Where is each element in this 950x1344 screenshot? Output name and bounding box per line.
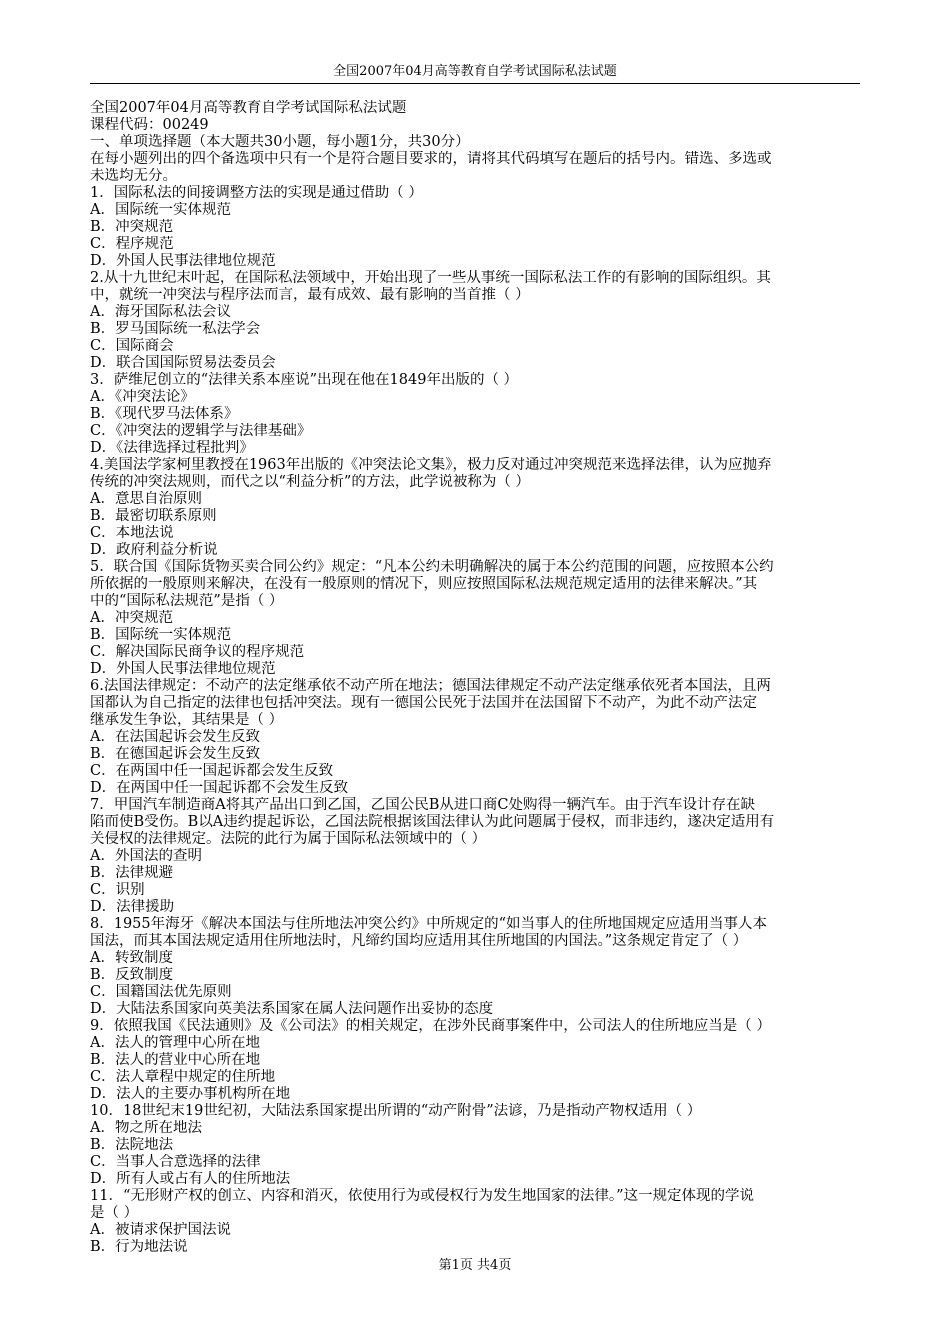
text-line: B．冲突规范 [90,219,174,235]
text-line: C．法人章程中规定的住所地 [90,1069,276,1085]
text-line: C．解决国际民商争议的程序规范 [90,644,305,660]
text-line: 未选均无分。 [90,168,177,184]
text-line: C．当事人合意选择的法律 [90,1154,261,1170]
text-line: A．转致制度 [90,950,173,966]
text-line: B．《现代罗马法体系》 [90,406,239,422]
text-line: D．所有人或占有人的住所地法 [90,1171,291,1187]
text-line: D．法律援助 [90,899,175,915]
text-line: 8．1955年海牙《解决本国法与住所地法冲突公约》中所规定的“如当事人的住所地国规定应适用当事人本 [90,916,768,932]
text-line: 5．联合国《国际货物买卖合同公约》规定：“凡本公约未明确解决的属于本公约范围的问题，应按照本公约 [90,559,774,575]
header-divider [90,83,860,84]
text-line: A．《冲突法论》 [90,389,195,405]
text-line: D．大陆法系国家向英美法系国家在属人法问题作出妥协的态度 [90,1001,494,1017]
text-line: C．在两国中任一国起诉都会发生反致 [90,763,334,779]
text-line: 7．甲国汽车制造商A将其产品出口到乙国，乙国公民B从进口商C处购得一辆汽车。由于汽车设计存在缺 [90,797,755,813]
text-line: 是（ ） [90,1205,139,1221]
page-footer: 第1页 共4页 [438,1258,512,1273]
text-line: 中，就统一冲突法与程序法而言，最有成效、最有影响的当首推（ ） [90,287,530,303]
text-line: A．意思自治原则 [90,491,202,507]
text-line: D．外国人民事法律地位规范 [90,253,276,269]
text-line: 课程代码：00249 [90,117,209,133]
text-line: B．最密切联系原则 [90,508,217,524]
text-line: B．反致制度 [90,967,174,983]
text-line: 11．“无形财产权的创立、内容和消灭，依使用行为或侵权行为发生地国家的法律。”这一规定体现的学说 [90,1188,755,1204]
text-line: D．联合国国际贸易法委员会 [90,355,276,371]
text-line: 中的“国际私法规范”是指（ ） [90,593,284,609]
text-line: B．行为地法说 [90,1239,188,1255]
text-line: B．法人的营业中心所在地 [90,1052,261,1068]
text-line: 继承发生争讼，其结果是（ ） [90,712,284,728]
text-line: C．本地法说 [90,525,174,541]
text-line: 传统的冲突法规则，而代之以“利益分析”的方法，此学说被称为（ ） [90,474,530,490]
text-line: B．罗马国际统一私法学会 [90,321,261,337]
text-line: 2.从十九世纪末叶起，在国际私法领域中，开始出现了一些从事统一国际私法工作的有影响的国际组织。其 [90,270,771,286]
text-line: B．在德国起诉会发生反致 [90,746,261,762]
text-line: 关侵权的法律规定。法院的此行为属于国际私法领域中的（ ） [90,831,487,847]
text-line: 4.美国法学家柯里教授在1963年出版的《冲突法论文集》，极力反对通过冲突规范来选择法律，认为应抛弃 [90,457,772,473]
document-body [90,100,862,1256]
text-line: C．《冲突法的逻辑学与法律基础》 [90,423,312,439]
text-line: B．国际统一实体规范 [90,627,232,643]
text-line: D．政府利益分析说 [90,542,218,558]
text-line: D．《法律选择过程批判》 [90,440,254,456]
page-header: 全国2007年04月高等教育自学考试国际私法试题 [333,64,617,79]
text-line: D．法人的主要办事机构所在地 [90,1086,291,1102]
text-line: A．法人的管理中心所在地 [90,1035,260,1051]
text-line: C．国际商会 [90,338,174,354]
text-line: 一、单项选择题（本大题共30小题，每小题1分，共30分） [90,134,470,150]
text-line: D．在两国中任一国起诉都不会发生反致 [90,780,349,796]
text-line: C．国籍国法优先原则 [90,984,232,1000]
text-line: A．物之所在地法 [90,1120,202,1136]
text-line: 1．国际私法的间接调整方法的实现是通过借助（ ） [90,185,423,201]
text-line: A．冲突规范 [90,610,173,626]
text-line: 6.法国法律规定：不动产的法定继承依不动产所在地法；德国法律规定不动产法定继承依死者本国法，且两 [90,678,771,694]
text-line: 3．萨维尼创立的“法律关系本座说”出现在他在1849年出版的（ ） [90,372,519,388]
text-line: A．被请求保护国法说 [90,1222,231,1238]
text-line: A．在法国起诉会发生反致 [90,729,260,745]
text-line: 国法，而其本国法规定适用住所地法时，凡缔约国均应适用其住所地国的内国法。”这条规定肯定了（ ） [90,933,748,949]
text-line: C．程序规范 [90,236,174,252]
text-line: B．法律规避 [90,865,174,881]
text-line: A．外国法的查明 [90,848,202,864]
text-line: A．海牙国际私法会议 [90,304,231,320]
text-line: 9．依照我国《民法通则》及《公司法》的相关规定，在涉外民商事案件中，公司法人的住所地应当是（ ） [90,1018,771,1034]
text-line: 所依据的一般原则来解决，在没有一般原则的情况下，则应按照国际私法规范规定适用的法律来解决。”其 [90,576,758,592]
text-line: D．外国人民事法律地位规范 [90,661,276,677]
text-line: A．国际统一实体规范 [90,202,231,218]
text-line: C．识别 [90,882,145,898]
text-line: B．法院地法 [90,1137,174,1153]
text-line: 陷而使B受伤。B以A违约提起诉讼，乙国法院根据该国法律认为此问题属于侵权，而非违约，遂决定适用有 [90,814,775,830]
text-line: 全国2007年04月高等教育自学考试国际私法试题 [90,100,407,116]
text-line: 国都认为自己指定的法律也包括冲突法。现有一德国公民死于法国并在法国留下不动产，为此不动产法定 [90,695,757,711]
text-line: 在每小题列出的四个备选项中只有一个是符合题目要求的，请将其代码填写在题后的括号内。错选、多选或 [90,151,772,167]
text-line: 10．18世纪末19世纪初，大陆法系国家提出所谓的“动产附骨”法谚，乃是指动产物权适用（ ） [90,1103,702,1119]
